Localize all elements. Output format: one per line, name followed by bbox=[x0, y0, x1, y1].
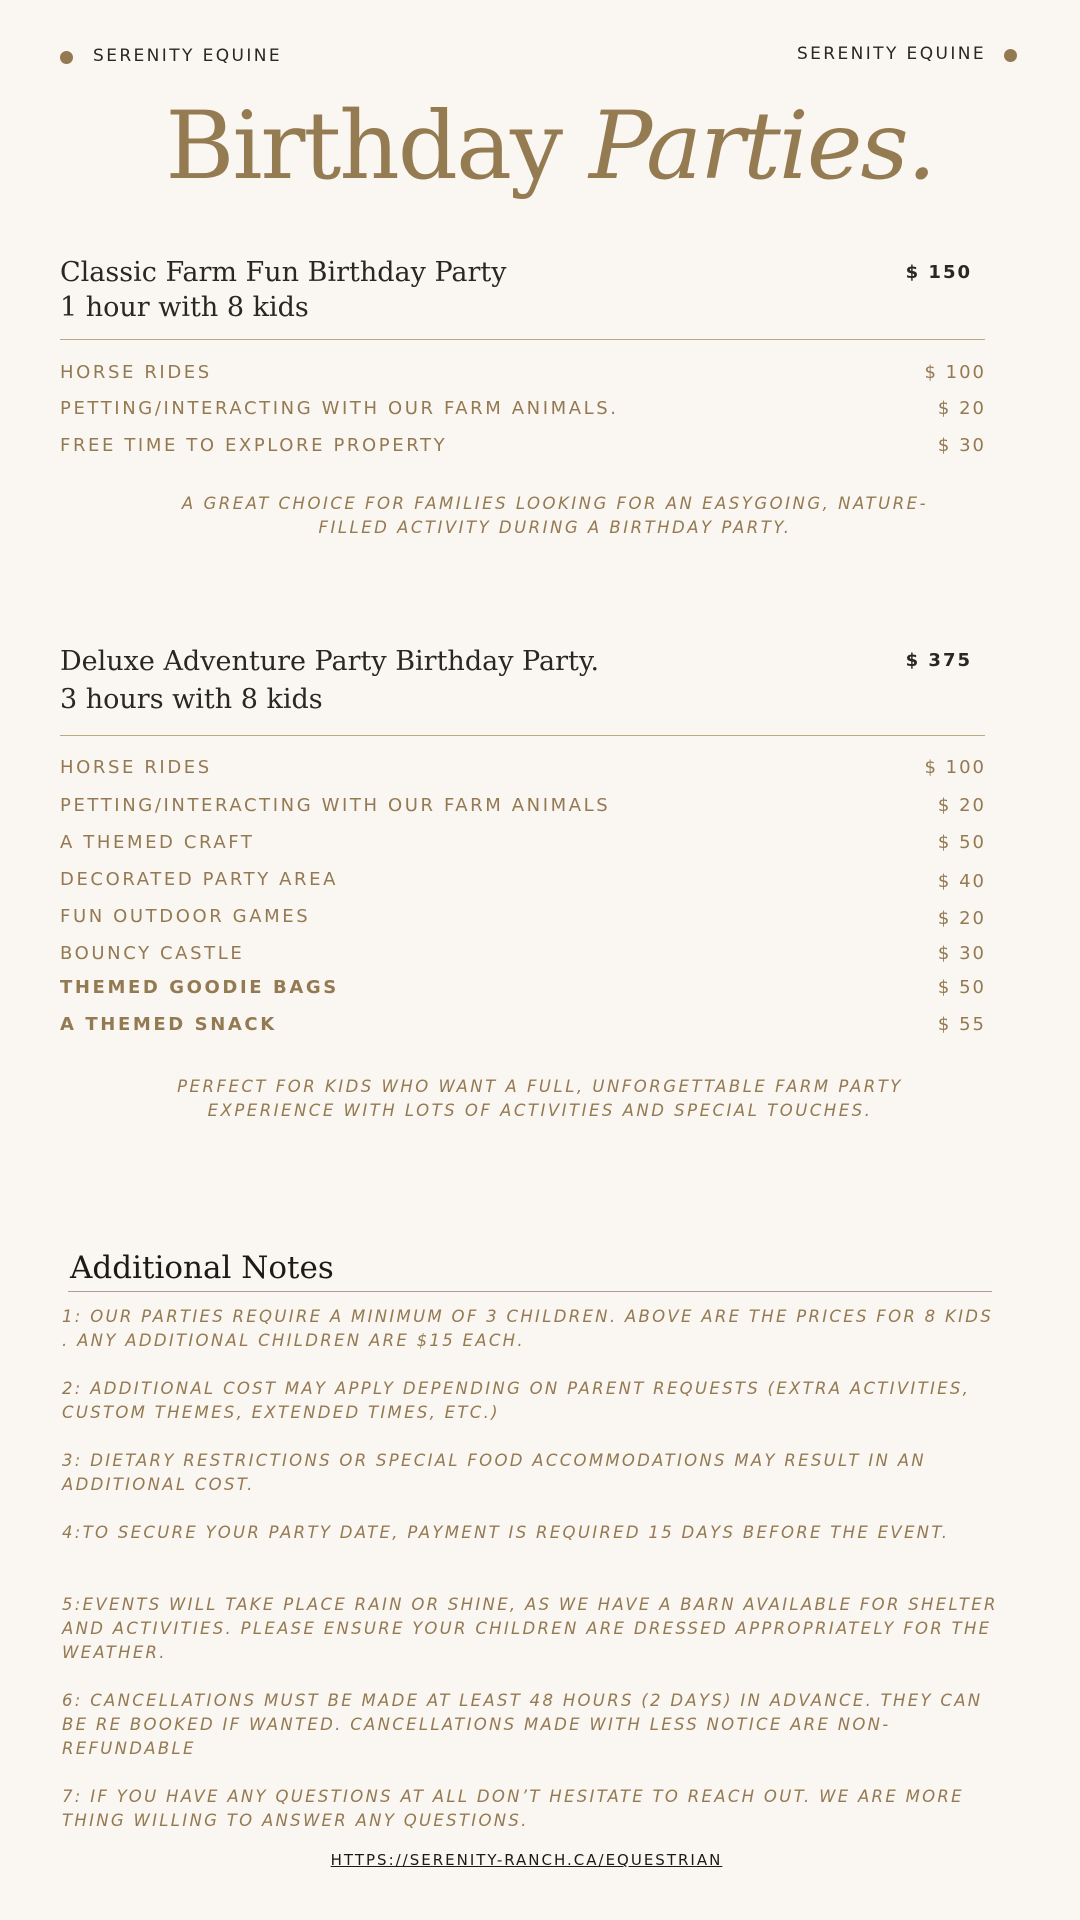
note-item: 1: OUR PARTIES REQUIRE A MINIMUM OF 3 CHILDREN. ABOVE ARE THE PRICES FOR 8 KIDS . ANY ADDITIONAL CHILDREN ARE $15 EACH. bbox=[62, 1307, 994, 1350]
notes-heading: Additional Notes bbox=[70, 1250, 334, 1286]
package-1-price: $ 150 bbox=[905, 262, 972, 283]
package-2-name bbox=[60, 643, 599, 719]
package-1-item-price: $ 20 bbox=[937, 398, 986, 419]
note-item: 7: IF YOU HAVE ANY QUESTIONS AT ALL DON’T HESITATE TO REACH OUT. WE ARE MORE THING WILLING TO ANSWER ANY QUESTIONS. bbox=[62, 1787, 964, 1830]
package-2-item-price: $ 20 bbox=[937, 795, 986, 816]
brand-dot-left bbox=[60, 51, 73, 64]
package-2-item: A THEMED SNACK bbox=[60, 1014, 277, 1035]
package-1-tagline: A GREAT CHOICE FOR FAMILIES LOOKING FOR AN EASYGOING, NATURE-FILLED ACTIVITY DURING A BIRTHDAY PARTY. bbox=[181, 494, 929, 537]
package-1-item: PETTING/INTERACTING WITH OUR FARM ANIMALS. bbox=[60, 398, 619, 419]
package-2-item: BOUNCY CASTLE bbox=[60, 943, 245, 964]
package-1-item: HORSE RIDES bbox=[60, 362, 212, 383]
website-link[interactable]: HTTPS://SERENITY-RANCH.CA/EQUESTRIAN bbox=[330, 1851, 723, 1869]
notes-divider bbox=[68, 1291, 992, 1292]
package-1-name bbox=[60, 255, 507, 325]
package-2-item-price: $ 40 bbox=[937, 871, 986, 892]
package-2-item: HORSE RIDES bbox=[60, 757, 212, 778]
brand-dot-right bbox=[1004, 49, 1017, 62]
package-1-title: Classic Farm Fun Birthday Party bbox=[60, 257, 507, 288]
package-2-item: PETTING/INTERACTING WITH OUR FARM ANIMALS bbox=[60, 795, 611, 816]
package-2-item-price: $ 30 bbox=[937, 943, 986, 964]
note-item: 4:TO SECURE YOUR PARTY DATE, PAYMENT IS REQUIRED 15 DAYS BEFORE THE EVENT. bbox=[62, 1523, 950, 1542]
package-2-item-price: $ 50 bbox=[937, 977, 986, 998]
package-2-divider bbox=[60, 735, 985, 736]
package-2-duration: 3 hours with 8 kids bbox=[60, 684, 323, 715]
page-title-italic: Parties. bbox=[589, 92, 935, 201]
package-2-item-price: $ 50 bbox=[937, 832, 986, 853]
package-2-item-price: $ 20 bbox=[937, 908, 986, 929]
package-2-item: DECORATED PARTY AREA bbox=[60, 869, 339, 890]
brand-name-left: SERENITY EQUINE bbox=[93, 46, 283, 66]
note-item: 5:EVENTS WILL TAKE PLACE RAIN OR SHINE, AS WE HAVE A BARN AVAILABLE FOR SHELTER AND ACTIVITIES. PLEASE ENSURE YOUR CHILDREN ARE DRESSED APPROPRIATELY FOR THE WEATHER. bbox=[62, 1595, 998, 1662]
brand-name-right: SERENITY EQUINE bbox=[796, 44, 986, 64]
page-title-regular: Birthday bbox=[165, 92, 562, 201]
package-2-price: $ 375 bbox=[905, 650, 972, 671]
page-title bbox=[0, 92, 1080, 201]
package-1-item: FREE TIME TO EXPLORE PROPERTY bbox=[60, 435, 448, 456]
package-2-title: Deluxe Adventure Party Birthday Party. bbox=[60, 646, 600, 677]
package-2-item: A THEMED CRAFT bbox=[60, 832, 255, 853]
package-2-item-price: $ 100 bbox=[924, 757, 986, 778]
package-1-item-price: $ 100 bbox=[924, 362, 986, 383]
package-2-item: FUN OUTDOOR GAMES bbox=[60, 906, 311, 927]
note-item: 6: CANCELLATIONS MUST BE MADE AT LEAST 48 HOURS (2 DAYS) IN ADVANCE. THEY CAN BE RE BOOKED IF WANTED. CANCELLATIONS MADE WITH LESS NOTICE ARE NON-REFUNDABLE bbox=[62, 1691, 983, 1758]
note-item: 3: DIETARY RESTRICTIONS OR SPECIAL FOOD ACCOMMODATIONS MAY RESULT IN AN ADDITIONAL COST. bbox=[62, 1451, 926, 1494]
package-2-item: THEMED GOODIE BAGS bbox=[60, 977, 339, 998]
package-1-divider bbox=[60, 339, 985, 340]
package-1-item-price: $ 30 bbox=[937, 435, 986, 456]
package-2-item-price: $ 55 bbox=[937, 1014, 986, 1035]
package-2-tagline: PERFECT FOR KIDS WHO WANT A FULL, UNFORGETTABLE FARM PARTY EXPERIENCE WITH LOTS OF ACTIVITIES AND SPECIAL TOUCHES. bbox=[177, 1077, 903, 1120]
package-1-duration: 1 hour with 8 kids bbox=[60, 292, 309, 323]
note-item: 2: ADDITIONAL COST MAY APPLY DEPENDING ON PARENT REQUESTS (EXTRA ACTIVITIES, CUSTOM THEMES, EXTENDED TIMES, ETC.) bbox=[62, 1379, 971, 1422]
